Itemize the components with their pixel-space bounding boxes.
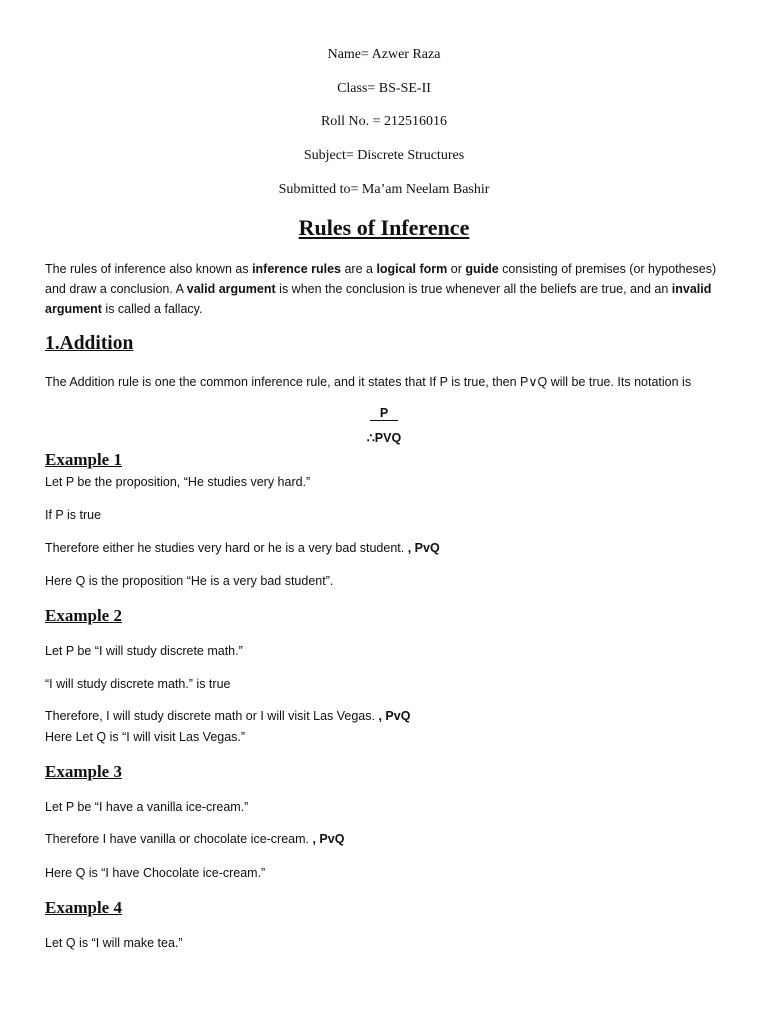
example-2-line: “I will study discrete math.” is true bbox=[45, 677, 231, 691]
document-title: Rules of Inference bbox=[298, 215, 470, 240]
example-2-heading: Example 2 bbox=[45, 606, 122, 625]
example-2-line: Let P be “I will study discrete math.” bbox=[45, 644, 243, 658]
example-1-line: Here Q is the proposition “He is a very bad student”. bbox=[45, 574, 334, 588]
student-class: Class= BS-SE-II bbox=[337, 81, 431, 96]
submitted-to: Submitted to= Ma’am Neelam Bashir bbox=[278, 182, 490, 197]
example-1-line: Therefore either he studies very hard or he is a very bad student. , PvQ bbox=[45, 541, 440, 555]
example-2-line: Therefore, I will study discrete math or I will visit Las Vegas. , PvQ bbox=[45, 709, 411, 723]
example-1-line: Let P be the proposition, “He studies very hard.” bbox=[45, 475, 311, 489]
example-3-line: Let P be “I have a vanilla ice-cream.” bbox=[45, 800, 249, 814]
example-1-line: If P is true bbox=[45, 508, 102, 522]
example-3-line: Therefore I have vanilla or chocolate ice-cream. , PvQ bbox=[45, 832, 345, 846]
roll-number: Roll No. = 212516016 bbox=[320, 114, 448, 129]
example-4-heading: Example 4 bbox=[45, 898, 122, 917]
subject: Subject= Discrete Structures bbox=[303, 148, 465, 163]
notation-premise: P bbox=[0, 406, 768, 421]
example-2-line: Here Let Q is “I will visit Las Vegas.” bbox=[45, 730, 246, 744]
student-name: Name= Azwer Raza bbox=[327, 47, 441, 62]
example-3-heading: Example 3 bbox=[45, 762, 122, 781]
intro-paragraph: The rules of inference also known as inference rules are a logical form or guide consisting of premises (or hypotheses) and draw a conclusion. A valid argument is when the conclusion is true whenever all the beliefs are true, and an invalid argument is called a fallacy. bbox=[45, 262, 717, 316]
section-heading-addition: 1.Addition bbox=[45, 333, 134, 354]
addition-description: The Addition rule is one the common inference rule, and it states that If P is true, then P∨Q will be true. Its notation is bbox=[45, 375, 692, 389]
example-1-heading: Example 1 bbox=[45, 450, 122, 469]
example-3-line: Here Q is “I have Chocolate ice-cream.” bbox=[45, 866, 266, 880]
example-4-line: Let Q is “I will make tea.” bbox=[45, 936, 183, 950]
notation-conclusion: ∴PVQ bbox=[366, 431, 402, 445]
